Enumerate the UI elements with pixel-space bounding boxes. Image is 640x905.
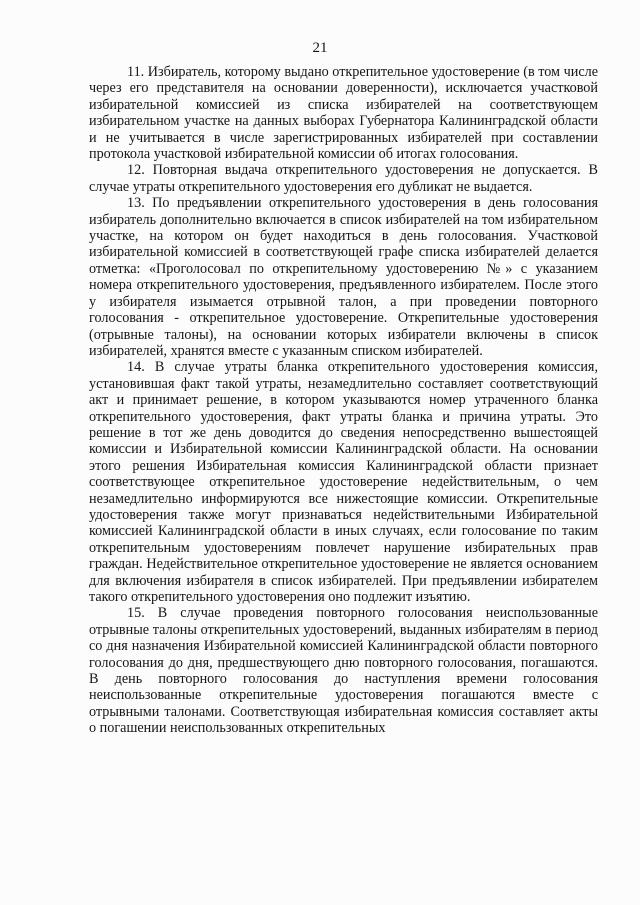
page-number: 21	[312, 40, 328, 56]
paragraph-13: 13. По предъявлении открепительного удостоверения в день голосования избиратель дополнительно включается в список избирателей на том избирательном участке, на котором он будет находиться в день голосования. Участковой избирательной комиссией в соответствующей графе списка избирателей делается отметка: «Проголосовал по открепительному удостоверению №» с указанием номера открепительного удостоверения, предъявленного избирателем. После этого у избирателя изымается отрывной талон, а при проведении повторного голосования - открепительное удостоверение. Открепительные удостоверения (отрывные талоны), на основании которых избиратели включены в список избирателей, хранятся вместе с указанным списком избирателей.	[89, 195, 598, 359]
paragraph-11: 11. Избиратель, которому выдано открепительное удостоверение (в том числе через его представителя на основании доверенности), исключается участковой избирательной комиссией из списка избирателей на соответствующем избирательном участке на данных выборах Губернатора Калининградской области и не учитывается в числе зарегистрированных избирателей при составлении протокола участковой избирательной комиссии об итогах голосования.	[89, 64, 598, 163]
paragraph-12: 12. Повторная выдача открепительного удостоверения не допускается. В случае утраты открепительного удостоверения его дубликат не выдается.	[89, 162, 598, 195]
paragraph-15: 15. В случае проведения повторного голосования неиспользованные отрывные талоны открепительных удостоверений, выданных избирателям в период со дня назначения Избирательной комиссией Калининградской области повторного голосования до дня, предшествующего дню повторного голосования, погашаются. В день повторного голосования до наступления времени голосования неиспользованные открепительные удостоверения погашаются вместе с отрывными талонами. Соответствующая избирательная комиссия составляет акты о погашении неиспользованных открепительных	[89, 605, 598, 737]
paragraph-14: 14. В случае утраты бланка открепительного удостоверения комиссия, установившая факт такой утраты, незамедлительно составляет соответствующий акт и принимает решение, в котором указываются номер утраченного бланка открепительного удостоверения, факт утраты бланка и причина утраты. Это решение в тот же день доводится до сведения непосредственно вышестоящей комиссии и Избирательной комиссии Калининградской области. На основании этого решения Избирательная комиссия Калининградской области признает соответствующее открепительное удостоверение недействительным, о чем незамедлительно информируются все нижестоящие комиссии. Открепительные удостоверения также могут признаваться недействительными Избирательной комиссией Калининградской области в иных случаях, если голосование по таким открепительным удостоверениям повлечет нарушение избирательных прав граждан. Недействительное открепительное удостоверение не является основанием для включения избирателя в список избирателей. При предъявлении избирателем такого открепительного удостоверения оно подлежит изъятию.	[89, 359, 598, 605]
document-body	[89, 64, 598, 737]
